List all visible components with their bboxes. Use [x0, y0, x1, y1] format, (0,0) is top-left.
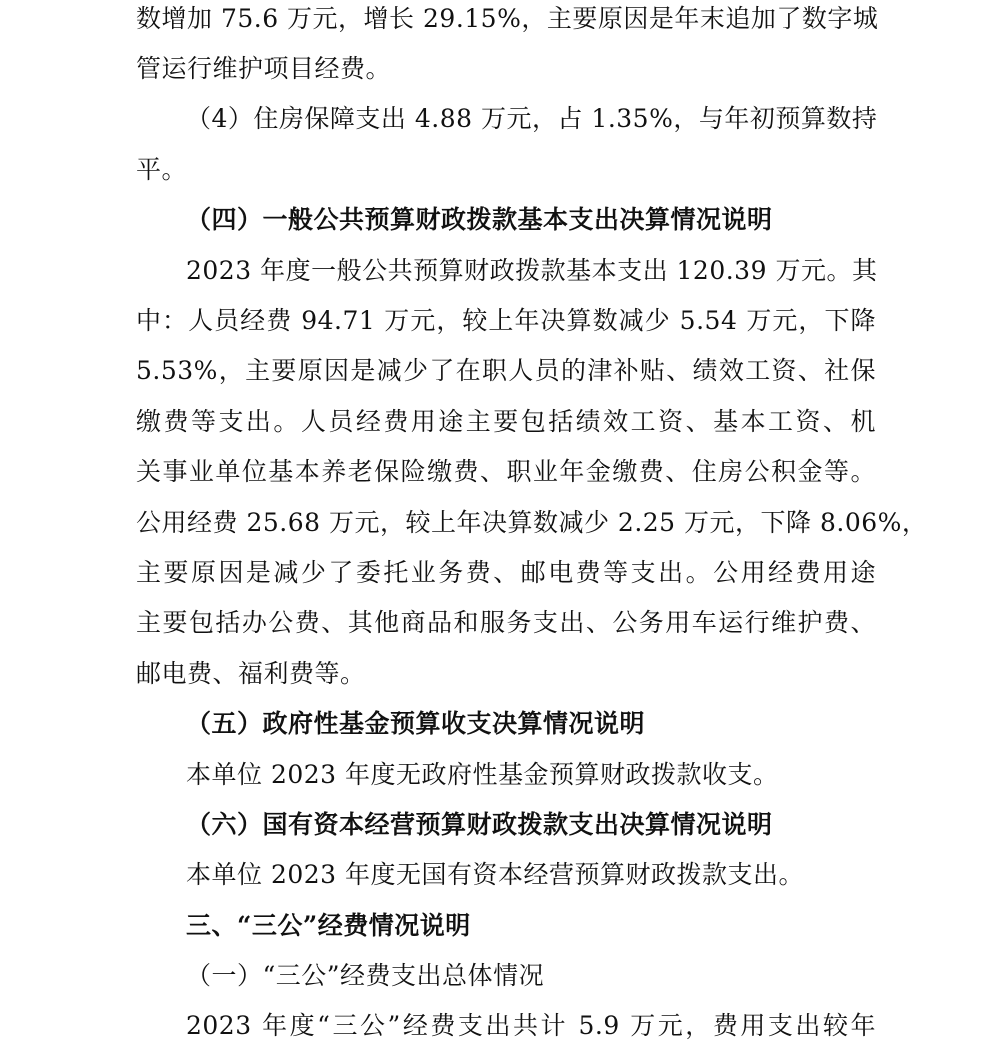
section-heading: （一）“三公”经费支出总体情况	[186, 961, 545, 990]
paragraph-line: 本单位 2023 年度无政府性基金预算财政拨款收支。	[186, 760, 779, 789]
paragraph-line: 主要包括办公费、其他商品和服务支出、公务用车运行维护费、	[136, 608, 876, 637]
paragraph-line: 关事业单位基本养老保险缴费、职业年金缴费、住房公积金等。	[136, 457, 876, 486]
paragraph-line: 管运行维护项目经费。	[136, 54, 392, 83]
paragraph-line: 公用经费 25.68 万元，较上年决算数减少 2.25 万元，下降 8.06%，	[136, 508, 928, 537]
paragraph-line: 主要原因是减少了委托业务费、邮电费等支出。公用经费用途	[136, 558, 876, 587]
paragraph-line: 中：人员经费 94.71 万元，较上年决算数减少 5.54 万元，下降	[136, 306, 876, 335]
paragraph-line: （4）住房保障支出 4.88 万元，占 1.35%，与年初预算数持	[186, 104, 878, 133]
paragraph-line: 数增加 75.6 万元，增长 29.15%，主要原因是年末追加了数字城	[136, 4, 879, 33]
section-heading: 三、“三公”经费情况说明	[186, 911, 471, 940]
paragraph-line: 平。	[136, 155, 188, 184]
paragraph-line: 2023 年度一般公共预算财政拨款基本支出 120.39 万元。其	[186, 256, 878, 285]
paragraph-line: 本单位 2023 年度无国有资本经营预算财政拨款支出。	[186, 860, 805, 889]
paragraph-line: 5.53%，主要原因是减少了在职人员的津补贴、绩效工资、社保	[136, 356, 876, 385]
paragraph-line: 缴费等支出。人员经费用途主要包括绩效工资、基本工资、机	[136, 407, 876, 436]
section-heading: （六）国有资本经营预算财政拨款支出决算情况说明	[186, 810, 773, 839]
paragraph-line: 2023 年度“三公”经费支出共计 5.9 万元，费用支出较年	[186, 1011, 876, 1040]
paragraph-line: 邮电费、福利费等。	[136, 659, 366, 688]
section-heading: （四）一般公共预算财政拨款基本支出决算情况说明	[186, 205, 773, 234]
section-heading: （五）政府性基金预算收支决算情况说明	[186, 709, 646, 738]
